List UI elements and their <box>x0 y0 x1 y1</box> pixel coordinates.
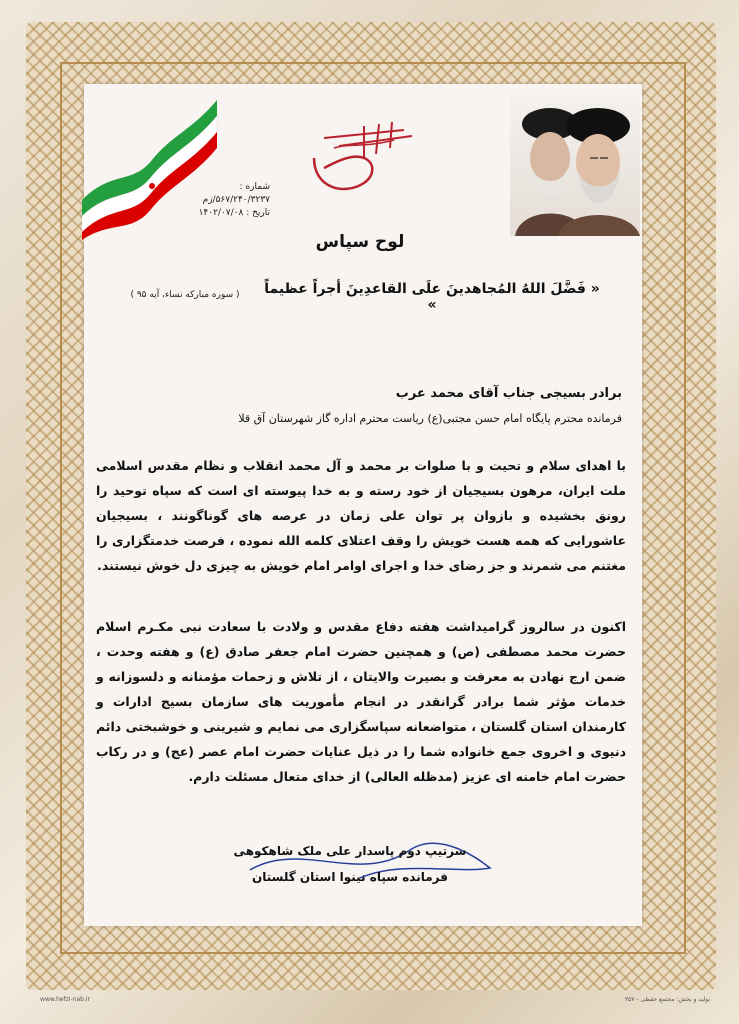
number-label: شماره : <box>239 182 270 192</box>
signer-title: فرمانده سپاه نینوا استان گلستان <box>251 870 448 884</box>
calligraphy-icon <box>304 118 419 198</box>
addressee-name: برادر بسیجی جناب آقای محمد عرب <box>395 386 622 401</box>
number-value: ۵۶۷/۲۴۰/۳۲۳۷/زم <box>202 195 270 205</box>
verse-reference: ( سوره مبارکه نساء، آیه ۹۵ ) <box>130 290 240 300</box>
letter-meta <box>170 181 270 220</box>
date-value: ۱۴۰۲/۰۷/۰۸ <box>198 208 244 218</box>
paragraph-1: با اهدای سلام و تحیت و با صلوات بر محمد و آل محمد انقلاب و نظام مقدس اسلامی ملت ایران، مرهون بسیجیان از خود رسته و به خدا پیوسته ای است که سپاه توحید را رونق بخشیده و بازوان پر توان علی زمان در عرصه های گوناگونند ، بسیجیان عاشورایی که همه هست خویش را وقف اعتلای کلمه الله نموده ، فرصت خدمتگزاری را مغتنم می شمرند و جز رضای خدا و اجرای اوامر امام خویش به چیزی دل خوش نیستند. <box>96 458 626 573</box>
certificate-title: لوح سپاس <box>315 232 405 252</box>
signer-name: سرتیپ دوم پاسدار علی ملک شاهکوهی <box>233 844 467 858</box>
date-label: تاریخ : <box>246 208 270 218</box>
leaders-portrait <box>510 96 640 236</box>
footer-publisher: تولید و بخش: مجتمع حفظی - ۳۵۷ <box>624 996 710 1003</box>
paragraph-2: اکنون در سالروز گرامیداشت هفته دفاع مقدس و ولادت با سعادت نبی مکـرم اسلام حضرت محمد مصطفی (ص) و همچنین حضرت امام جعفر صادق (ع) و هفته وحدت ، ضمن ارج نهادن به معرفت و بصیرت والایتان ، از تلاش و زحمات مؤمنانه و دلسوزانه و خدمات مؤثر شما برادر گرانقدر در انجام مأموریت های سازمان بسیج ادارات و کارمندان استان گلستان ، متواضعانه سپاسگزاری می نمایم و شیرینی و خوشبختی دائم دنیوی و اخروی جمع خانواده شما را در ذیل عنایات حضرت امام عصر (عج) و در رکاب حضرت امام خامنه ای عزیز (مدظله العالی) از خدای متعال مسئلت دارم. <box>96 619 626 784</box>
quran-verse: « فَضَّلَ اللهُ المُجاهدینَ علَی القاعدِینَ أجراً عظیماً » <box>264 281 600 313</box>
addressee-role: فرمانده محترم پایگاه امام حسن مجتبی(ع) ریاست محترم اداره گاز شهرستان آق قلا <box>238 412 622 425</box>
signer-block <box>200 838 500 890</box>
footer-website: www.hefzi-nab.ir <box>40 996 90 1003</box>
